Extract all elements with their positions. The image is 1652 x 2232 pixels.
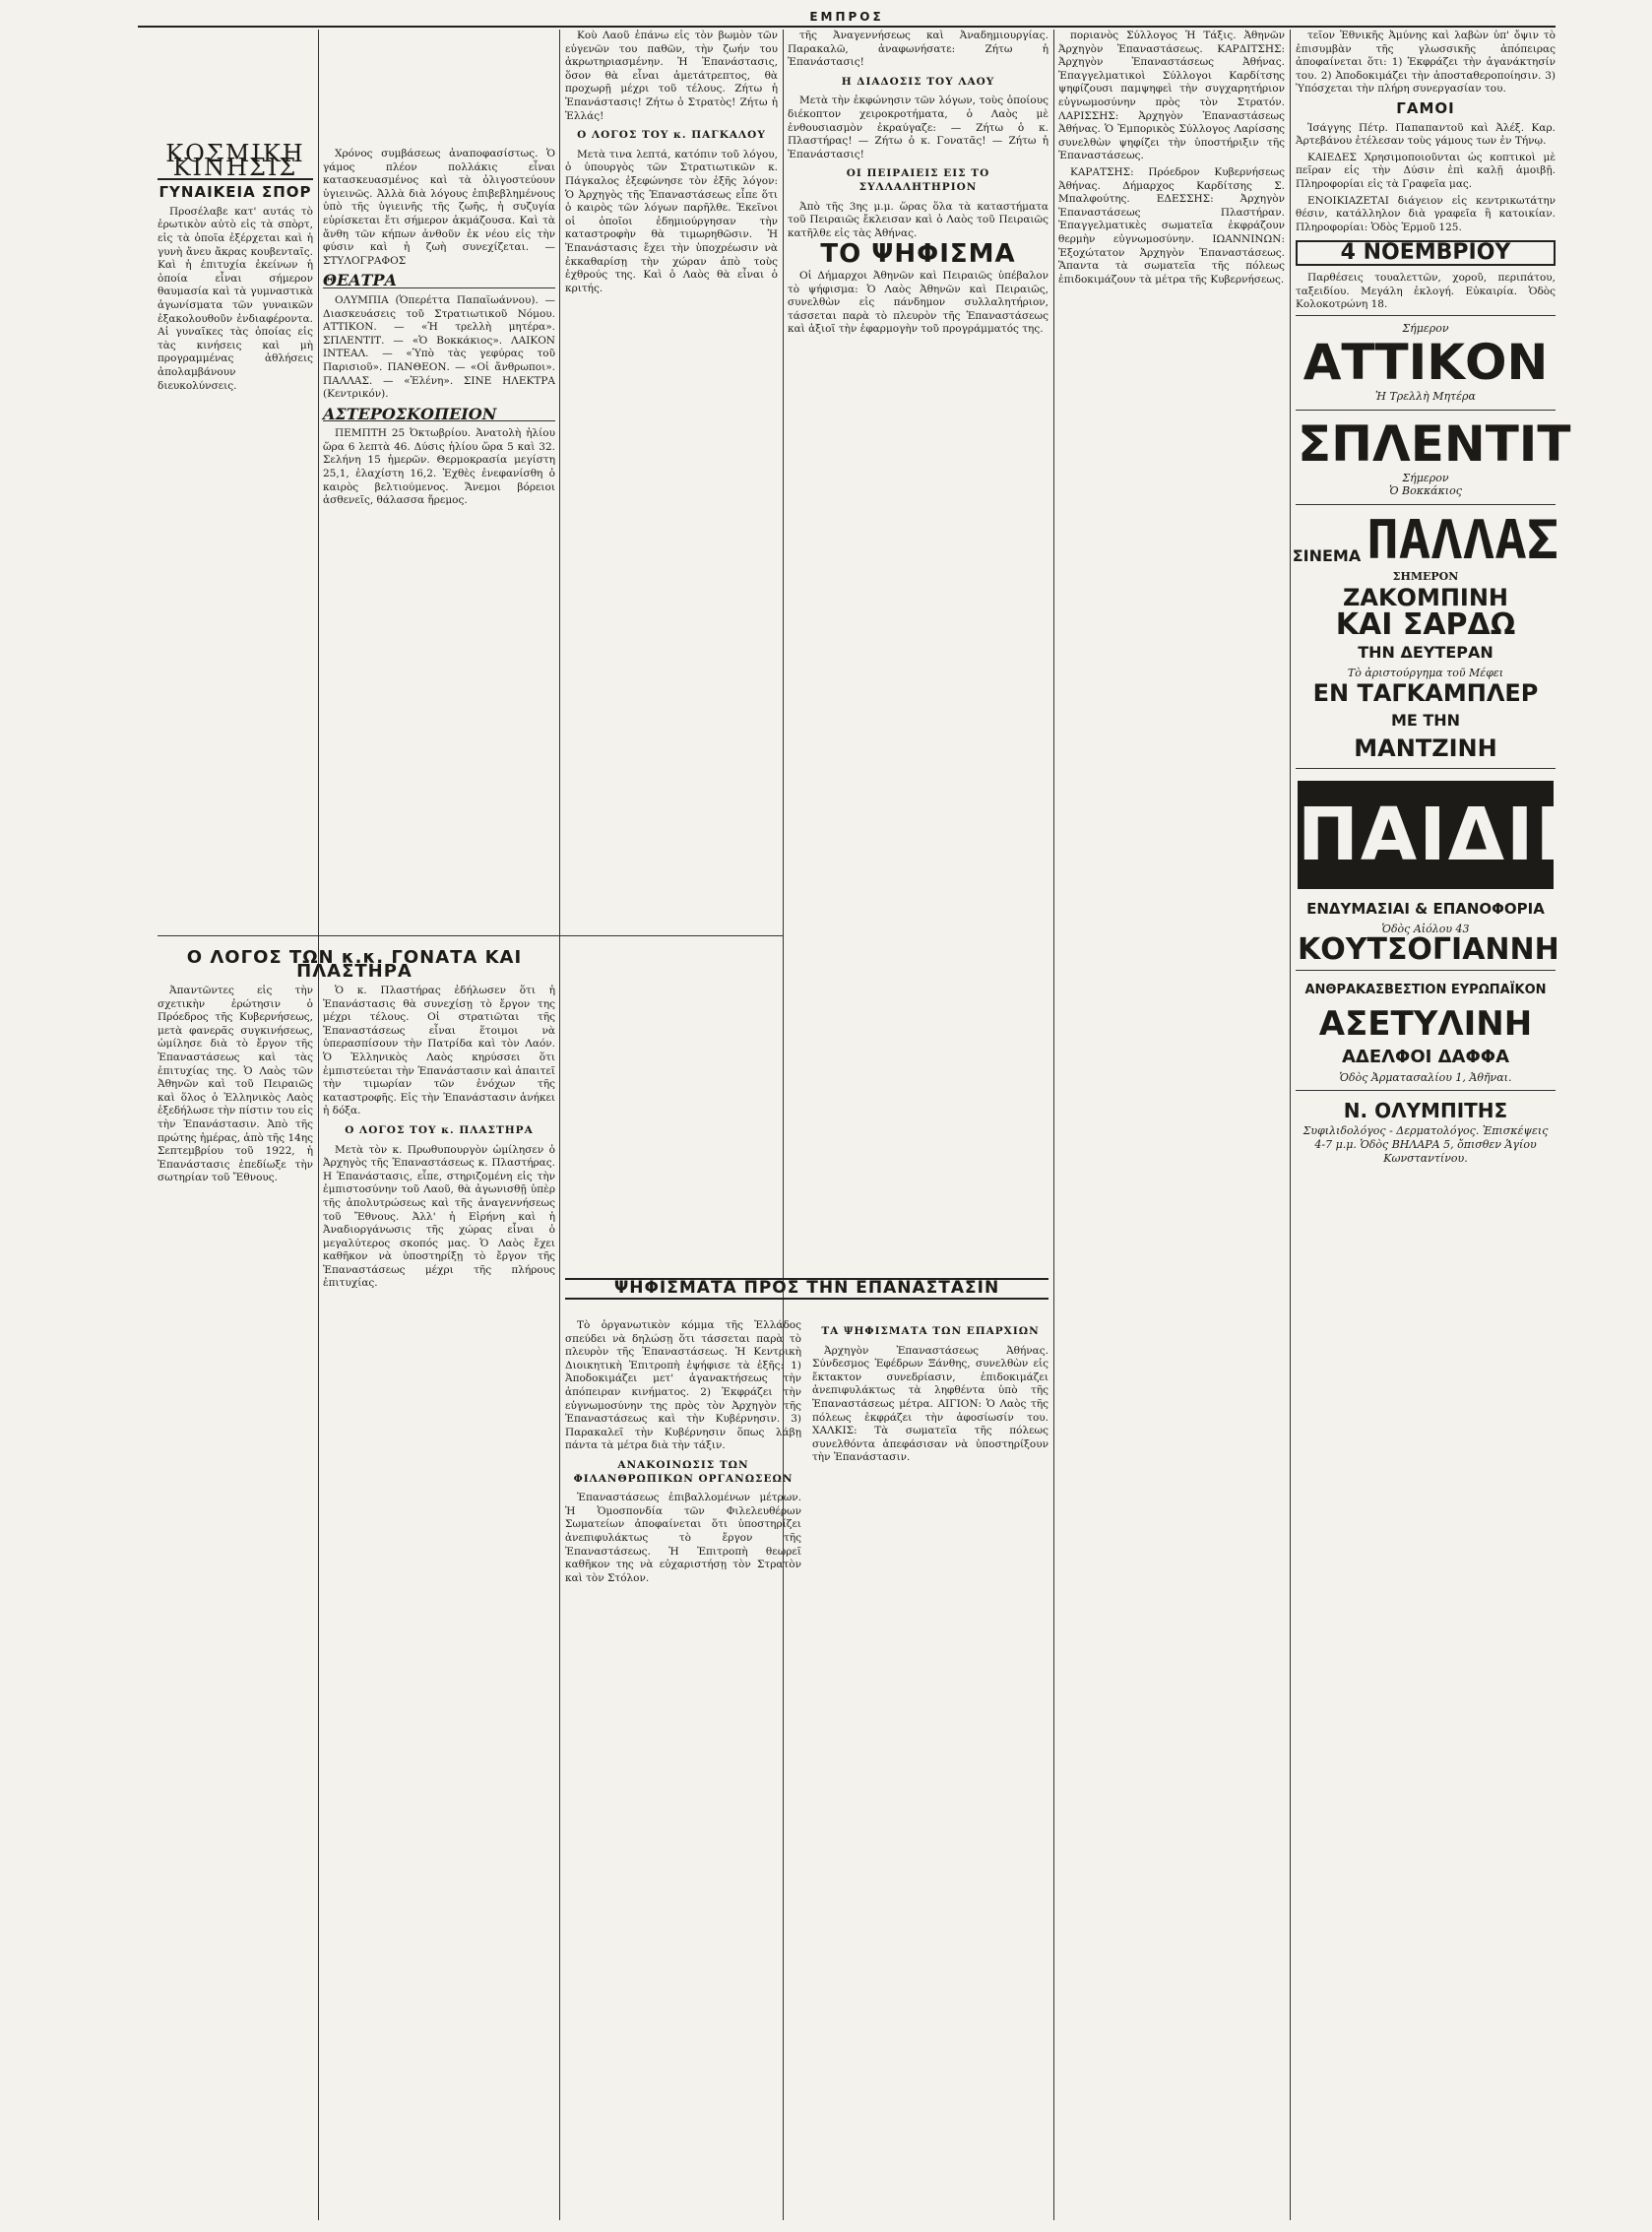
- column-rule: [318, 30, 319, 2220]
- column-6: [1292, 30, 1652, 2220]
- astro-text: ΠΕΜΠΤΗ 25 Ὀκτωβρίου. Ἀνατολὴ ἡλίου ὥρα 6 λεπτὰ 46. Δύσις ἡλίου ὥρα 5 καὶ 32. Σελήνη 15 ἡμερῶν. Θερμοκρασία μεγίστη 25,1, ἐλαχίστη 16,2. Ἐχθὲς ἐνεφανίσθη ὁ καιρὸς βελτιούμενος. Ἄνεμοι βόρειοι ἀσθενεῖς, θάλασσα ἤρεμος.: [323, 427, 555, 507]
- koutsogianni: ΚΟΥΤΣΟΓΙΑΝΝΗ: [1298, 931, 1559, 967]
- zakompini: ΖΑΚΟΜΠΙΝΗ: [1342, 583, 1509, 611]
- ad-attikon: [1296, 315, 1556, 410]
- column-4-text-d: Οἱ Δήμαρχοι Ἀθηνῶν καὶ Πειραιῶς ὑπέβαλον τὸ ψήφισμα: Ὁ Λαὸς Ἀθηνῶν καὶ Πειραιῶς, συνελθὼν εἰς πάνδημον συλλαλητήριον, τάσσεται παρὰ τὸ πλευρὸν τῆς Ἐπαναστάσεως καὶ ἀξιοῖ τὴν ἐφαρμογὴν τοῦ προγράμματός της.: [788, 269, 1048, 336]
- section-title: ΚΟΣΜΙΚΗ ΚΙΝΗΣΙΣ: [158, 148, 313, 180]
- column-3: [565, 30, 778, 1265]
- classified-a: ΚΑΙΕΔΕΣ Χρησιμοποιοῦνται ὡς κοπτικοὶ μὲ πεῖραν εἰς τὴν Δύσιν ἐπὶ καλῇ ἀμοιβῇ. Πληροφορίαι εἰς τὰ Γραφεῖα μας.: [1296, 151, 1556, 190]
- column-rule: [1053, 30, 1054, 2220]
- column-2-top: [323, 148, 555, 935]
- lead-article-text-c: Μετὰ τὸν κ. Πρωθυπουργὸν ὡμίλησεν ὁ Ἀρχηγὸς τῆς Ἐπαναστάσεως κ. Πλαστήρας. Η Ἐπανάστασις, εἶπε, στηριζομένη εἰς τὴν ἐμπιστοσύνην τοῦ Λαοῦ, θὰ ἀγωνισθῇ ὑπὲρ τῆς ἀπολυτρώσεως καὶ τῆς ἀναγεννήσεως τοῦ Ἔθνους. Ἀλλ' ἡ Εἰρήνη καὶ ἡ Ἀναδιοργάνωσις τῆς χώρας εἶναι ὁ μεγαλύτερος σκοπός μας. Ὁ Λαὸς ἔχει καθῆκον νὰ ὑποστηρίξῃ τὸ ἔργον τῆς Ἐπαναστάσεως μέχρι τῆς πλήρους ἐπιτυχίας.: [323, 1143, 555, 1290]
- column-4-text-c: Ἀπὸ τῆς 3ης μ.μ. ὥρας ὅλα τὰ καταστήματα τοῦ Πειραιῶς ἔκλεισαν καὶ ὁ Λαὸς τοῦ Πειραιῶς κατῆλθε εἰς τὰς Ἀθήνας.: [788, 200, 1048, 239]
- psifisma-heading: ΤΟ ΨΗΦΙΣΜΑ: [820, 239, 1016, 270]
- mantzini: ΜΑΝΤΖΙΝΗ: [1354, 734, 1497, 763]
- diadosis-heading: Η ΔΙΑΔΟΣΙΣ ΤΟΥ ΛΑΟΥ: [841, 75, 995, 88]
- endymasiai: ΕΝΔΥΜΑΣΙΑΙ & ΕΠΑΝΟΦΟΡΙΑ: [1306, 900, 1545, 919]
- column-5: [1058, 30, 1285, 2220]
- paidika-title: ΠΑΙΔΙΚΑ: [1298, 781, 1554, 889]
- splendit-sub: Σήμερον: [1402, 471, 1449, 484]
- column-4-text-b: Μετὰ τὴν ἐκφώνησιν τῶν λόγων, τοὺς ὁποίους διέκοπτον χειροκροτήματα, ὁ Λαὸς μὲ ἐνθουσιασμὸν ἐκραύγαζε: — Ζήτω ὁ κ. Πλαστήρας! — Ζήτω ὁ κ. Γονατᾶς! — Ζήτω ἡ Ἐπανάστασις!: [788, 95, 1048, 160]
- adelfoi: ΑΔΕΛΦΟΙ ΔΑΦΦΑ: [1341, 1046, 1510, 1067]
- resolutions-title-box: [565, 1270, 1048, 1319]
- column-3-text-a: Κοὺ Λαοῦ ἐπάνω εἰς τὸν βωμὸν τῶν εὐγενῶν του παθῶν, τὴν ζωήν του ἀκρωτηριασμένην. Ἡ Ἐπανάστασις, ὅσον θὰ εἶναι ἀμετάτρεπτος, θὰ προχωρῇ μέχρι τοῦ τέλους. Ζήτω ἡ Ἐπανάστασις! Ζήτω ὁ Στρατὸς! Ζήτω ἡ Ἑλλάς!: [565, 30, 778, 122]
- ad-koutsogianni: [1296, 768, 1652, 970]
- theatre-heading: ΘΕΑΤΡΑ: [323, 274, 555, 288]
- tagkampler: ΕΝ ΤΑΓΚΑΜΠΛΕΡ: [1312, 679, 1539, 708]
- lead-article-subtitle: Ο ΛΟΓΟΣ ΤΟΥ κ. ΠΛΑΣΤΗΡΑ: [345, 1123, 534, 1136]
- resolutions-text-c: Ἀρχηγὸν Ἐπαναστάσεως Ἀθήνας. Σύνδεσμος Ἐφέδρων Ξάνθης, συνελθὼν εἰς ἔκτακτον συνεδρίασιν, ἐπιδοκιμάζει ἀνεπιφυλάκτως τὰ ληφθέντα ὑπὸ τῆς Ἐπαναστάσεως μέτρα. ΑΙΓΙΟΝ: Ὁ Λαὸς τῆς πόλεως ἐκφράζει τὴν ἀφοσίωσίν του. ΧΑΛΚΙΣ: Τὰ σωματεῖα τῆς πόλεως συνελθόντα ἀπεφάσισαν νὰ ὑποστηρίξουν τὴν Ἐπανάστασιν.: [812, 1344, 1048, 1464]
- deutera: ΤΗΝ ΔΕΥΤΕΡΑΝ: [1358, 642, 1493, 662]
- lead-article-col-b: [323, 985, 555, 2220]
- sport-text: Προσέλαβε κατ' αυτάς τὸ ἐρωτικὸν αὐτὸ εἰς τὰ σπὸρτ, εἰς τὰ ὁποῖα ἐξέρχεται καὶ ἡ γυνὴ ἄνευ ἄκρας κουβενταῖς. Καὶ ἡ ἐπιτυχία ἐκείνων ἡ ὁποία εἶναι σήμερον θαυμασία καὶ τὰ γυμναστικὰ ἀγωνίσματα τῶν γυναικῶν ἐξακολουθοῦν ἐνδιαφέροντα. Αἱ γυναῖκες τὰς ὁποίας εἰς τὰς κινήσεις καὶ μὴ προγραμμένας ἀθλήσεις ἀπολαμβάνουν διευκολύνσεις.: [158, 205, 313, 392]
- column-5-text-a: ποριανὸς Σύλλογος Ἡ Τάξις. Ἀθηνῶν Ἀρχηγὸν Ἐπαναστάσεως. ΚΑΡΔΙΤΣΗΣ: Ἀρχηγὸν Ἐπαναστάσεως Ἀθήνας. Ἐπαγγελματικοὶ Σύλλογοι Καρδίτσης ψηφίζουσι παμψηφεὶ τὴν συγχαρητήριον εὐγνωμοσύνην πρὸς τὸν Στρατόν. ΛΑΡΙΣΣΗΣ: Ἀρχηγὸν Ἐπαναστάσεως Ἀθήνας. Ὁ Ἐμπορικὸς Σύλλογος Λαρίσσης συνελθὼν ψηφίζει τὴν ὑποστήριξιν τῆς Ἐπαναστάσεως.: [1058, 30, 1285, 162]
- column-rule: [1290, 30, 1291, 2220]
- resolutions-col-b: [812, 1319, 1048, 2220]
- ad-olympitis: [1296, 1090, 1556, 1171]
- column-4: [788, 30, 1048, 1270]
- attikon-film: Ἡ Τρελλὴ Μητέρα: [1375, 390, 1476, 404]
- asetylini: ΑΣΕΤΥΛΙΝΗ: [1318, 1003, 1533, 1044]
- masthead: ΕΜΠΡΟΣ: [138, 10, 1556, 28]
- column-2-text: Χρόνος συμβάσεως ἀναποφασίστως. Ὁ γάμος πλέον πολλάκις εἶναι κατασκευασμένος καὶ τὰ ὀλιγοστεύουν ὑγιεινῶς. Ἀλλὰ διὰ λόγους ἐπιβεβλημένους ὑπὸ τῆς ὑγιεινῆς τῆς ζωῆς, ἡ συζυγία εὐρίσκεται ἔτι σήμερον ἀκμάζουσα. Καὶ τὰ ἄνθη τῶν κήπων ἀνθοῦν ἐκ νέου εἰς τὴν φύσιν καὶ ἡ ζωὴ συνεχίζεται. — ΣΤΥΛΟΓΡΑΦΟΣ: [323, 148, 555, 267]
- olympitis: Ν. ΟΛΥΜΠΙΤΗΣ: [1343, 1099, 1508, 1123]
- lead-article-text-a: Ἀπαντῶντες εἰς τὴν σχετικὴν ἐρώτησιν ὁ Πρόεδρος τῆς Κυβερνήσεως, μετὰ φανερᾶς συγκινήσεως, ὡμίλησε διὰ τὸ ἔργον τῆς Ἐπαναστάσεως καὶ τὰς ἐπιτυχίας της. Ὁ Λαὸς τῶν Ἀθηνῶν καὶ τοῦ Πειραιῶς καὶ ὅλος ὁ Ἑλληνικὸς Λαὸς ἐξεδήλωσε τὴν πίστιν του εἰς τὴν Ἐπανάστασιν. Ἀπὸ τῆς πρώτης ἡμέρας, ἀπὸ τῆς 14ης Σεπτεμβρίου τοῦ 1922, ἡ Ἐπανάστασις ἐπεδίωξε τὴν σωτηρίαν τοῦ Ἔθνους.: [158, 985, 313, 1184]
- pallas-title: ΠΑΛΛΑΣ: [1366, 509, 1559, 572]
- attikon-sub: Σήμερον: [1402, 321, 1449, 335]
- ad-asetylini: [1296, 970, 1556, 1091]
- resolutions-text-b: Ἐπαναστάσεως ἐπιβαλλομένων μέτρων. Ἡ Ὁμοσπονδία τῶν Φιλελευθέρων Σωματείων ἀποφαίνεται ὅτι ὑποστηρίζει ἀνεπιφυλάκτως τὸ ἔργον τῆς Ἐπαναστάσεως. Ἡ Ἐπιτροπὴ θεωρεῖ καθῆκον της νὰ εὐχαριστήσῃ τὸν Στρατὸν καὶ τὸν Στόλον.: [565, 1492, 801, 1584]
- column-4-text-a: τῆς Ἀναγεννήσεως καὶ Ἀναδημιουργίας. Παρακαλῶ, ἀναφωνήσατε: Ζήτω ἡ Ἐπανάστασις!: [788, 30, 1048, 69]
- kai-sardo: ΚΑΙ ΣΑΡΔΩ: [1335, 606, 1516, 642]
- pagkalos-heading: Ο ΛΟΓΟΣ ΤΟΥ κ. ΠΑΓΚΑΛΟΥ: [577, 129, 766, 142]
- classified-b: ΕΝΟΙΚΙΑΖΕΤΑΙ διάγειον εἰς κεντρικωτάτην θέσιν, κατάλληλον διὰ γραφεῖα ἢ κατοικίαν. Πληροφορίαι: Ὁδὸς Ἑρμοῦ 125.: [1296, 194, 1556, 233]
- column-3-text-b: Μετὰ τινα λεπτά, κατόπιν τοῦ λόγου, ὁ ὑπουργὸς τῶν Στρατιωτικῶν κ. Πάγκαλος ἐξεφώνησε τὸν ἑξῆς λόγον: Ὁ Ἀρχηγὸς τῆς Ἐπαναστάσεως εἶπε ὅτι ὁ καιρὸς τῶν λόγων παρῆλθε. Ἐκεῖνοι οἱ ὁποῖοι ἐδημιούργησαν τὴν καταστροφὴν θὰ τιμωρηθῶσιν. Ἡ Ἐπανάστασις ἔχει τὴν ὑποχρέωσιν νὰ ἐκκαθαρίσῃ τὴν χώραν ἀπὸ τοὺς ἐχθρούς της. Καὶ ὁ Λαὸς θὰ εἶναι ὁ κριτής.: [565, 148, 778, 294]
- astro-heading: ΑΣΤΕΡΟΣΚΟΠΕΙΟΝ: [323, 408, 555, 422]
- theatre-text: ΟΛΥΜΠΙΑ (Ὁπερέττα Παπαϊωάννου). — Διασκευάσεις τοῦ Στρατιωτικοῦ Νόμου. ΑΤΤΙΚΟΝ. — «Ἡ τρελλὴ μητέρα». ΣΠΛΕΝΤΙΤ. — «Ὁ Βοκκάκιος». ΛΑΙΚΟΝ ΙΝΤΕΑΛ. — «Ὑπὸ τὰς γεφύρας τοῦ Παρισιοῦ». ΠΑΝΘΕΟΝ. — «Οἱ ἄνθρωποι». ΠΑΛΛΑΣ. — «Ἐλένη». ΣΙΝΕ ΗΛΕΚΤΡΑ (Κεντρικόν).: [323, 293, 555, 401]
- me-tin: ΜΕ ΤΗΝ: [1390, 711, 1461, 731]
- peiraieis-heading: ΟΙ ΠΕΙΡΑΙΕΙΣ ΕΙΣ ΤΟ ΣΥΛΛΑΛΗΤΗΡΙΟΝ: [846, 167, 990, 193]
- aiolou: Ὁδὸς Αἰόλου 43: [1381, 923, 1470, 936]
- lead-article-title: Ο ΛΟΓΟΣ ΤΩΝ κ.κ. ΓΟΝΑΤΑ ΚΑΙ ΠΛΑΣΤΗΡΑ: [186, 947, 523, 982]
- pallas-today: ΣΗΜΕΡΟΝ: [1392, 570, 1459, 584]
- lead-article-col-a: [158, 985, 313, 2220]
- anthrakasvestion: ΑΝΘΡΑΚΑΣΒΕΣΤΙΟΝ ΕΥΡΩΠΑΪΚΟΝ: [1304, 982, 1547, 997]
- adelfoi-address: Ὁδὸς Ἀρματασαλίου 1, Ἀθῆναι.: [1339, 1070, 1512, 1084]
- deutera-sub: Τὸ ἀριστούργημα τοῦ Μέφει: [1347, 666, 1504, 679]
- column-rule: [559, 30, 560, 2220]
- sport-heading: ΓΥΝΑΙΚΕΙΑ ΣΠΟΡ: [159, 183, 312, 202]
- ad-splendit: [1296, 410, 1571, 504]
- lead-article-text-b: Ὁ κ. Πλαστήρας ἐδήλωσεν ὅτι ἡ Ἐπανάστασις θὰ συνεχίσῃ τὸ ἔργον της μέχρι τέλους. Οἱ στρατιῶται τῆς Ἐπαναστάσεως εἶναι ἕτοιμοι νὰ ὑπερασπίσουν τὴν Πατρίδα καὶ τὸν Λαόν. Ὁ Ἑλληνικὸς Λαὸς κηρύσσει ὅτι ἐμπιστεύεται τὴν Ἐπανάστασιν καὶ ἀπαιτεῖ τὴν τιμωρίαν τῶν ἐνόχων τῆς καταστροφῆς. Εἰς τὴν Ἐπανάστασιν ἀνήκει ἡ δόξα.: [323, 985, 555, 1117]
- provinces-heading: ΤΑ ΨΗΦΙΣΜΑΤΑ ΤΩΝ ΕΠΑΡΧΙΩΝ: [821, 1325, 1040, 1337]
- date-text: Παρθέσεις τουαλεττῶν, χοροῦ, περιπάτου, ταξειδίου. Μεγάλη ἐκλογή. Εὐκαιρία. Ὁδὸς Κολοκοτρώνη 18.: [1296, 271, 1556, 311]
- splendit-title: ΣΠΛΕΝΤΙΤ: [1298, 415, 1571, 473]
- resolutions-text-a: Τὸ ὀργανωτικὸν κόμμα τῆς Ἑλλάδος σπεύδει νὰ δηλώσῃ ὅτι τάσσεται παρὰ τὸ πλευρὸν τῆς Ἐπαναστάσεως. Ἡ Κεντρικὴ Διοικητικὴ Ἐπιτροπὴ ἐψήφισε τὰ ἑξῆς: 1) Ἀποδοκιμάζει μετ' ἀγανακτήσεως τὴν ἀπόπειραν κινήματος. 2) Ἐκφράζει τὴν εὐγνωμοσύνην της πρὸς τὸν Ἀρχηγὸν τῆς Ἐπαναστάσεως καὶ τὴν Κυβέρνησιν. 3) Παρακαλεῖ τὴν Κυβέρνησιν ὅπως λάβῃ πάντα τὰ μέτρα διὰ τὴν τάξιν.: [565, 1319, 801, 1452]
- column-5-text-b: ΚΑΡΑΤΣΗΣ: Πρόεδρον Κυβερνήσεως Ἀθήνας. Δήμαρχος Καρδίτσης Σ. Μπαλφούτης. ΕΔΕΣΣΗΣ: Ἀρχηγὸν Ἐπαναστάσεως Πλαστήραν. Ἐπαγγελματικὲς σωματεῖα ἐκφράζουν θερμὴν εὐγνωμοσύνην. ΙΩΑΝΝΙΝΩΝ: Ἐξοχώτατον Ἀρχηγὸν Ἐπαναστάσεως. Ἅπαντα τὰ σωματεῖα τῆς πόλεως ἐπιδοκιμάζουν τὰ μέτρα τῆς Κυβερνήσεως.: [1058, 165, 1285, 286]
- resolutions-title: ΨΗΦΙΣΜΑΤΑ ΠΡΟΣ ΤΗΝ ΕΠΑΝΑΣΤΑΣΙΝ: [565, 1278, 1048, 1300]
- ad-pallas: [1292, 504, 1559, 768]
- olympitis-text: Συφιλιδολόγος - Δερματολόγος. Ἐπισκέψεις 4-7 μ.μ. Ὁδὸς ΒΗΛΑΡΑ 5, ὄπισθεν Ἁγίου Κωνσταντίνου.: [1303, 1124, 1549, 1165]
- splendit-film: Ὁ Βοκκάκιος: [1389, 484, 1462, 498]
- column-6-text-a: τεῖον Ἐθνικῆς Ἀμύνης καὶ λαβὼν ὑπ' ὄψιν τὸ ἐπισυμβὰν τῆς γλωσσικῆς ἀπόπειρας ἀποφαίνεται ὅτι: 1) Ἐκφράζει τὴν ἀγανάκτησίν του. 2) Ἀποδοκιμάζει τὴν ἀποσταθεροποίησιν. 3) Ὑπόσχεται τὴν πλήρη συνεργασίαν του.: [1296, 30, 1556, 96]
- gamoi-text: Ἰσάγγης Πέτρ. Παπαπαντοῦ καὶ Ἀλέξ. Καρ. Ἀρτεβάνου ἐτέλεσαν τοὺς γάμους των ἐν Τήνῳ.: [1296, 121, 1556, 148]
- attikon-title: ΑΤΤΙΚΟΝ: [1303, 334, 1549, 392]
- resolutions-col-a: [565, 1319, 801, 2220]
- date-box: 4 ΝΟΕΜΒΡΙΟΥ: [1296, 240, 1556, 266]
- gamoi-heading: ΓΑΜΟΙ: [1396, 98, 1455, 117]
- sinema-label: ΣΙΝΕΜΑ: [1292, 546, 1362, 566]
- pallas-row: [1292, 509, 1559, 572]
- anakoinosis-heading: ΑΝΑΚΟΙΝΩΣΙΣ ΤΩΝ ΦΙΛΑΝΘΡΩΠΙΚΩΝ ΟΡΓΑΝΩΣΕΩΝ: [573, 1458, 794, 1485]
